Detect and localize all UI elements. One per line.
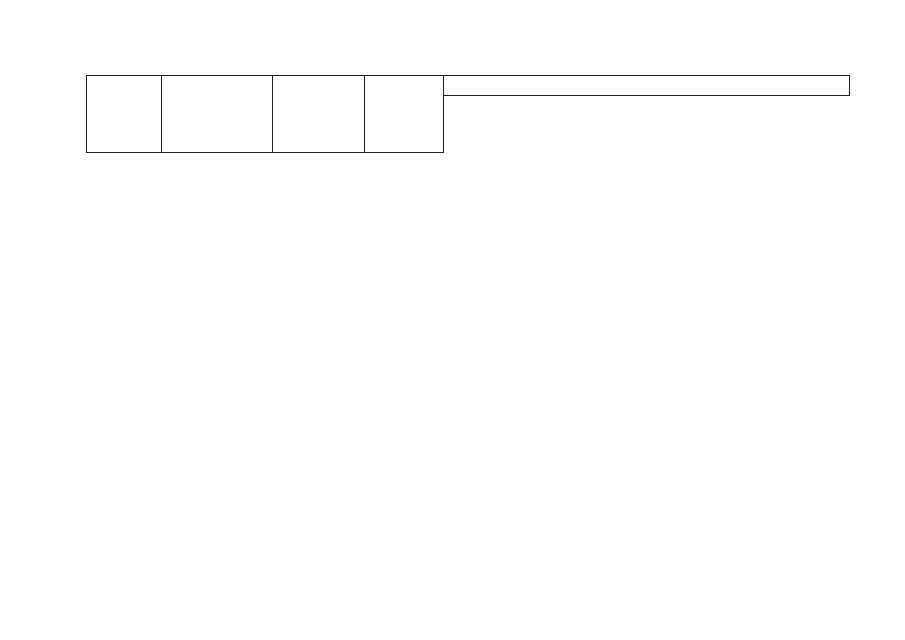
header-source [365,76,444,153]
header-responsible [273,76,365,153]
expenditure-table [86,75,850,153]
table-header [87,76,850,153]
header-program [87,76,162,153]
header-measure [161,76,272,153]
header-estimate [444,76,850,96]
